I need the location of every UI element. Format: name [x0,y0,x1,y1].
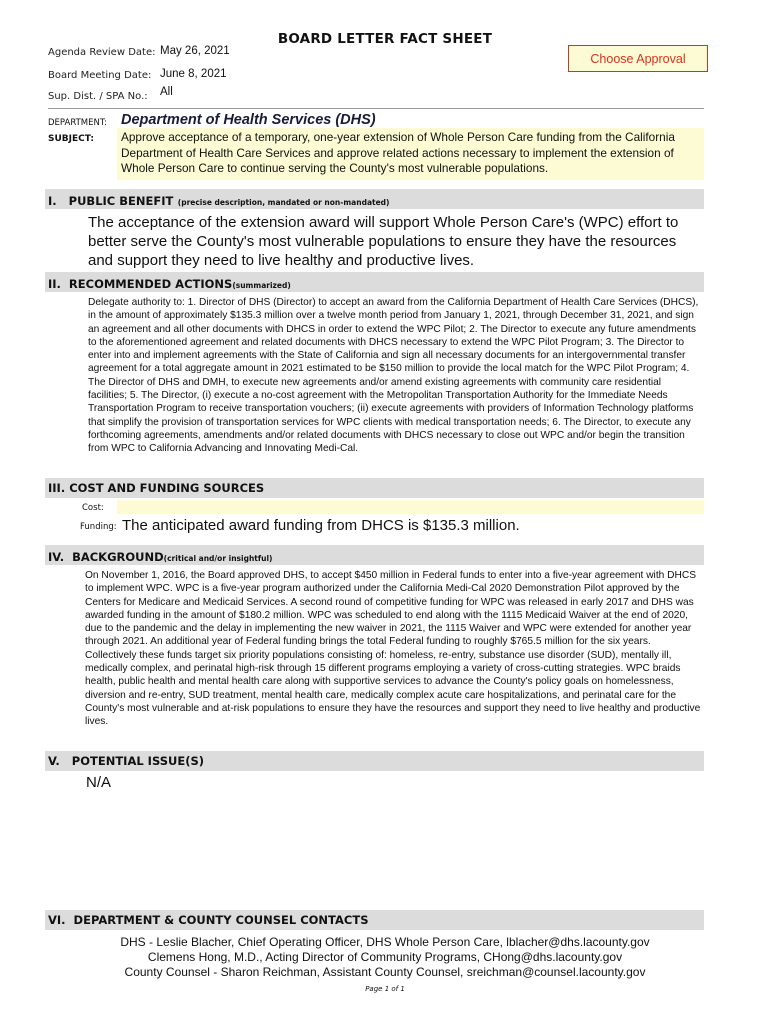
department-label: DEPARTMENT: [48,118,107,128]
subject-field[interactable]: Approve acceptance of a temporary, one-year extension of Whole Person Care funding from the California Department of Health Care Services and approve related actions necessary to implement the extension of Whole Person Care to continue serving the County's most vulnerable populations. [121,130,675,175]
public-benefit-subtitle: (precise description, mandated or non-mandated) [177,198,390,207]
board-meeting-date-field[interactable]: June 8, 2021 [160,68,227,80]
funding-field[interactable]: The anticipated award funding from DHCS is $135.3 million. [122,517,520,534]
recommended-actions-title: II. RECOMMENDED ACTIONS [48,277,233,291]
cost-label: Cost: [82,503,104,513]
subject-label: SUBJECT: [48,134,94,144]
funding-label: Funding: [80,522,117,532]
department-field[interactable]: Department of Health Services (DHS) [121,112,376,128]
potential-issues-title: V. POTENTIAL ISSUE(S) [48,754,204,768]
sup-dist-field[interactable]: All [160,86,173,98]
contact-line-3[interactable]: County Counsel - Sharon Reichman, Assistant County Counsel, sreichman@counsel.lacounty.gov [124,965,646,979]
board-meeting-date-label: Board Meeting Date: [48,70,152,81]
potential-issues-field[interactable]: N/A [86,774,112,791]
background-heading [48,548,272,566]
contact-line-2[interactable]: Clemens Hong, M.D., Acting Director of Community Programs, CHong@dhs.lacounty.gov [147,950,623,964]
cost-funding-title: III. COST AND FUNDING SOURCES [48,481,265,495]
contacts-title: VI. DEPARTMENT & COUNTY COUNSEL CONTACTS [48,913,369,927]
page-title: BOARD LETTER FACT SHEET [277,31,493,47]
header-divider [48,108,704,109]
public-benefit-heading [48,192,389,210]
page-footer: Page 1 of 1 [365,985,405,993]
contact-line-1[interactable]: DHS - Leslie Blacher, Chief Operating Officer, DHS Whole Person Care, lblacher@dhs.lacounty.gov [120,935,650,949]
agenda-review-date-label: Agenda Review Date: [48,47,156,58]
sup-dist-label: Sup. Dist. / SPA No.: [48,91,148,102]
recommended-actions-field[interactable]: Delegate authority to: 1. Director of DHS (Director) to accept an award from the California Department of Health Care Services (DHCS), in the amount of approximately $135.3 million over a twelve month period from January 1, 2021, through December 31, 2021, and sign an agreement and all other documents with DHCS in order to extend the WPC Pilot; 2. The Director to execute any future amendments to the aforementioned agreement and related documents with DHCS necessary to extend the WPC Pilot Program; 3. The Director to enter into and implement agreements with the State of California and sign all necessary documents for an intergovernmental transfer agreement for a total aggregate amount in 2021 estimated to be $150 million to provide the local match for the WPC Pilot Program; 4. The Director of DHS and DMH, to execute new agreements and/or amend existing agreements with community care residential facilities; 5. The Director, (i) execute a no-cost agreement with the Metropolitan Transportation Authority for the Immediate Needs Transportation Program to receive transportation vouchers; (ii) execute agreements with providers of Information Technology platforms that simplify the provision of transportation services for WPC clients with medical transportation needs; 6. The Director, to execute any forthcoming agreements, amendments and/or related documents with DHCS necessary to close out WPC and/or begin the transition from WPC to California Advancing and Innovating Medi-Cal. [88,297,699,455]
background-title: IV. BACKGROUND [48,550,164,564]
public-benefit-field[interactable]: The acceptance of the extension award will support Whole Person Care's (WPC) effort to better serve the County's most vulnerable populations to ensure they have the resources and support they need to live healthy and productive lives. [88,214,679,269]
background-field[interactable]: On November 1, 2016, the Board approved DHS, to accept $450 million in Federal funds to enter into a five-year agreement with DHCS to implement WPC. WPC is a five-year program authorized under the California Medi-Cal 2020 Demonstration Pilot approved by the Centers for Medicare and Medicaid Services. A second round of competitive funding for WPC was released in early 2017 and DHS was awarded funding in the amount of $180.2 million. WPC was scheduled to end along with the 1115 Medicaid Waiver at the end of 2020, due to the pandemic and the delay in implementing the new waiver in 2021, the 1115 Waiver and WPC were extended for another year through 2021. An additional year of Federal funding brings the total Federal funding to roughly $765.5 million for the six years. Collectively these funds target six priority populations consisting of: homeless, re-entry, substance use disorder (SUD), mentally ill, medically complex, and perinatal high-risk through 15 different programs employing a variety of cross-cutting strategies. WPC braids health, public health and mental health care along with supportive services to advance the County's policy goals on homelessness, diversion and re-entry, SUD treatment, mental health care, medically complex acute care hospitalizations, and perinatal care for the County's most vulnerable and at-risk populations to ensure they have the resources and support they need to live healthy and productive lives. [85,570,701,728]
recommended-actions-heading [48,275,291,293]
public-benefit-title: I. PUBLIC BENEFIT [48,194,174,208]
cost-field[interactable] [117,500,704,514]
approval-select[interactable]: Choose Approval [568,45,708,72]
agenda-review-date-field[interactable]: May 26, 2021 [160,45,230,57]
background-subtitle: (critical and/or insightful) [163,554,273,563]
recommended-actions-subtitle: (summarized) [232,281,291,290]
